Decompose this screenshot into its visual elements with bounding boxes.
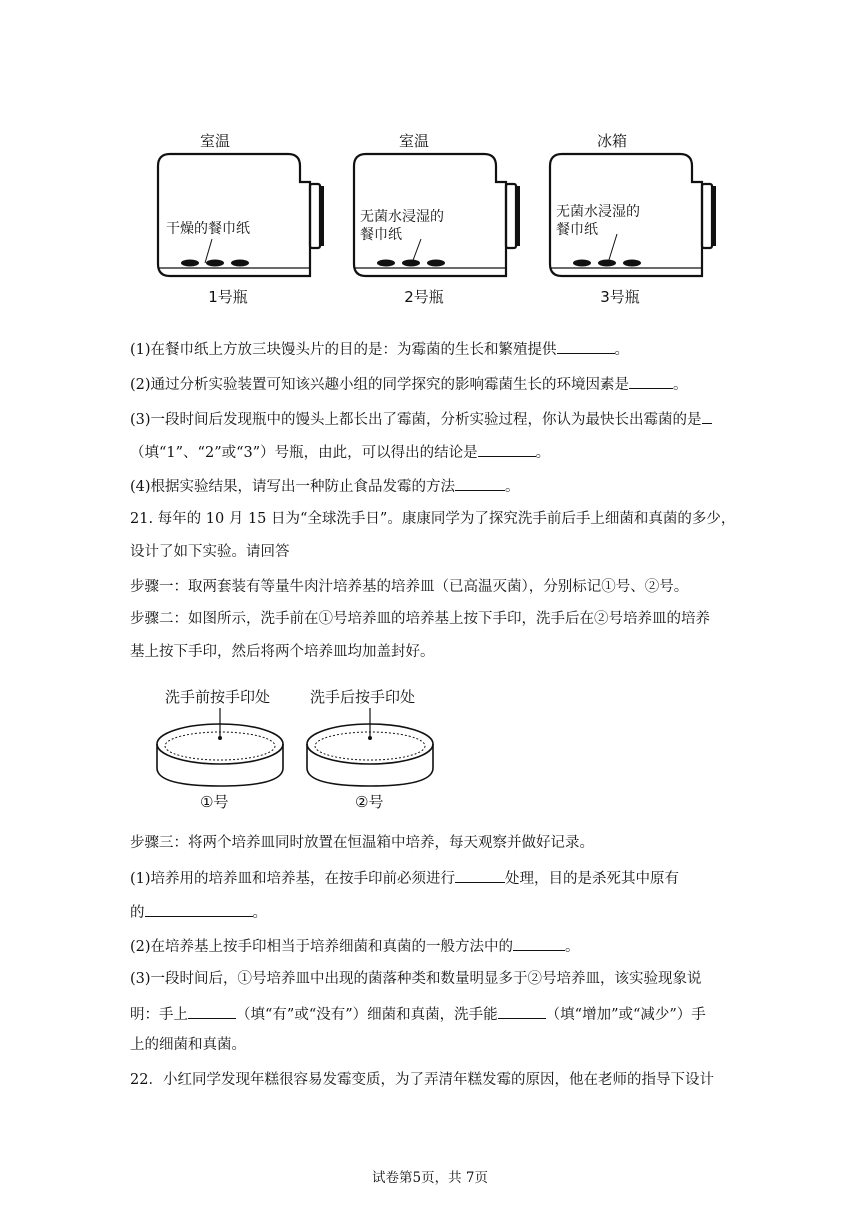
q20-part1: (1)在餐巾纸上方放三块馒头片的目的是：为霉菌的生长和繁殖提供 。 xyxy=(130,337,740,360)
bottle-2-inside-label-2: 餐巾纸 xyxy=(360,227,402,243)
q21-sub2: (2)在培养基上按手印相当于培养细菌和真菌的一般方法中的 。 xyxy=(130,934,740,957)
dish-2-caption: ②号 xyxy=(355,793,384,811)
bottle-2-inside-label-1: 无菌水浸湿的 xyxy=(360,209,444,225)
q21-sub1-line1: (1)培养用的培养皿和培养基，在按手印前必须进行 处理，目的是杀死其中原有 xyxy=(130,866,740,889)
q20-part4-blank[interactable] xyxy=(455,474,505,491)
q20-part3-blank-1[interactable] xyxy=(702,407,712,424)
bottle-1-inside-label: 干燥的餐巾纸 xyxy=(166,221,250,237)
dish-1 xyxy=(157,688,283,811)
bottle-1 xyxy=(158,132,324,306)
page-footer: 试卷第5页，共 7页 xyxy=(372,1170,488,1186)
q20-part3-line2: （填“1”、“2”或“3”）号瓶，由此，可以得出的结论是 。 xyxy=(130,440,740,463)
q21-sub3-blank-1[interactable] xyxy=(188,1002,236,1019)
bottle-experiment-figure xyxy=(150,126,730,312)
bottle-3-inside-label-2: 餐巾纸 xyxy=(556,222,598,238)
bottle-1-caption: 1号瓶 xyxy=(208,288,248,306)
dish-1-caption: ①号 xyxy=(200,793,229,811)
q20-part3-line1: (3)一段时间后发现瓶中的馒头上都长出了霉菌，分析实验过程，你认为最快长出霉菌的是 xyxy=(130,407,740,430)
q22-intro-line1: 22．小红同学发现年糕很容易发霉变质，为了弄清年糕发霉的原因，他在老师的指导下设计 xyxy=(130,1072,714,1088)
q20-part4: (4)根据实验结果，请写出一种防止食品发霉的方法 。 xyxy=(130,474,740,497)
q21-sub3-line2: 明：手上 （填“有”或“没有”）细菌和真菌，洗手能 （填“增加”或“减少”）手 xyxy=(130,1002,740,1025)
q20-part2-blank[interactable] xyxy=(629,372,673,389)
q21-sub2-blank[interactable] xyxy=(513,934,565,951)
q21-sub3-blank-2[interactable] xyxy=(498,1002,546,1019)
dish-2 xyxy=(307,688,433,811)
q21-sub3-line3: 上的细菌和真菌。 xyxy=(130,1037,246,1053)
q21-step2-line1: 步骤二：如图所示，洗手前在①号培养皿的培养基上按下手印，洗手后在②号培养皿的培养 xyxy=(130,611,710,627)
bottle-2 xyxy=(354,132,520,306)
q21-step3: 步骤三：将两个培养皿同时放置在恒温箱中培养，每天观察并做好记录。 xyxy=(130,835,594,851)
q20-part3-blank-2[interactable] xyxy=(478,440,536,457)
q20-part2: (2)通过分析实验装置可知该兴趣小组的同学探究的影响霉菌生长的环境因素是 。 xyxy=(130,372,740,395)
q21-sub1-blank-1[interactable] xyxy=(455,866,505,883)
bottle-3 xyxy=(550,132,716,306)
q20-part1-blank[interactable] xyxy=(557,337,615,354)
bottle-3-caption: 3号瓶 xyxy=(600,288,640,306)
bottle-2-top-label: 室温 xyxy=(398,132,430,150)
q21-intro-line1: 21. 每年的 10 月 15 日为“全球洗手日”。康康同学为了探究洗手前后手上细菌和真菌的多少， xyxy=(130,511,736,527)
petri-dish-figure xyxy=(150,682,450,816)
bottle-3-top-label: 冰箱 xyxy=(596,132,628,150)
bottle-2-caption: 2号瓶 xyxy=(404,288,444,306)
dish-2-label: 洗手后按手印处 xyxy=(310,688,416,706)
q21-sub1-blank-2[interactable] xyxy=(145,900,253,917)
q21-intro-line2: 设计了如下实验。请回答 xyxy=(130,544,290,560)
bottle-3-inside-label-1: 无菌水浸湿的 xyxy=(556,204,640,220)
q21-sub3-line1: (3)一段时间后，①号培养皿中出现的菌落种类和数量明显多于②号培养皿，该实验现象说 xyxy=(130,971,702,987)
bottle-1-top-label: 室温 xyxy=(199,132,231,150)
dish-1-label: 洗手前按手印处 xyxy=(165,688,271,706)
q21-sub1-line2: 的 。 xyxy=(130,900,740,923)
q21-step2-line2: 基上按下手印，然后将两个培养皿均加盖封好。 xyxy=(130,644,435,660)
q21-step1: 步骤一：取两套装有等量牛肉汁培养基的培养皿（已高温灭菌），分别标记①号、②号。 xyxy=(130,579,689,595)
